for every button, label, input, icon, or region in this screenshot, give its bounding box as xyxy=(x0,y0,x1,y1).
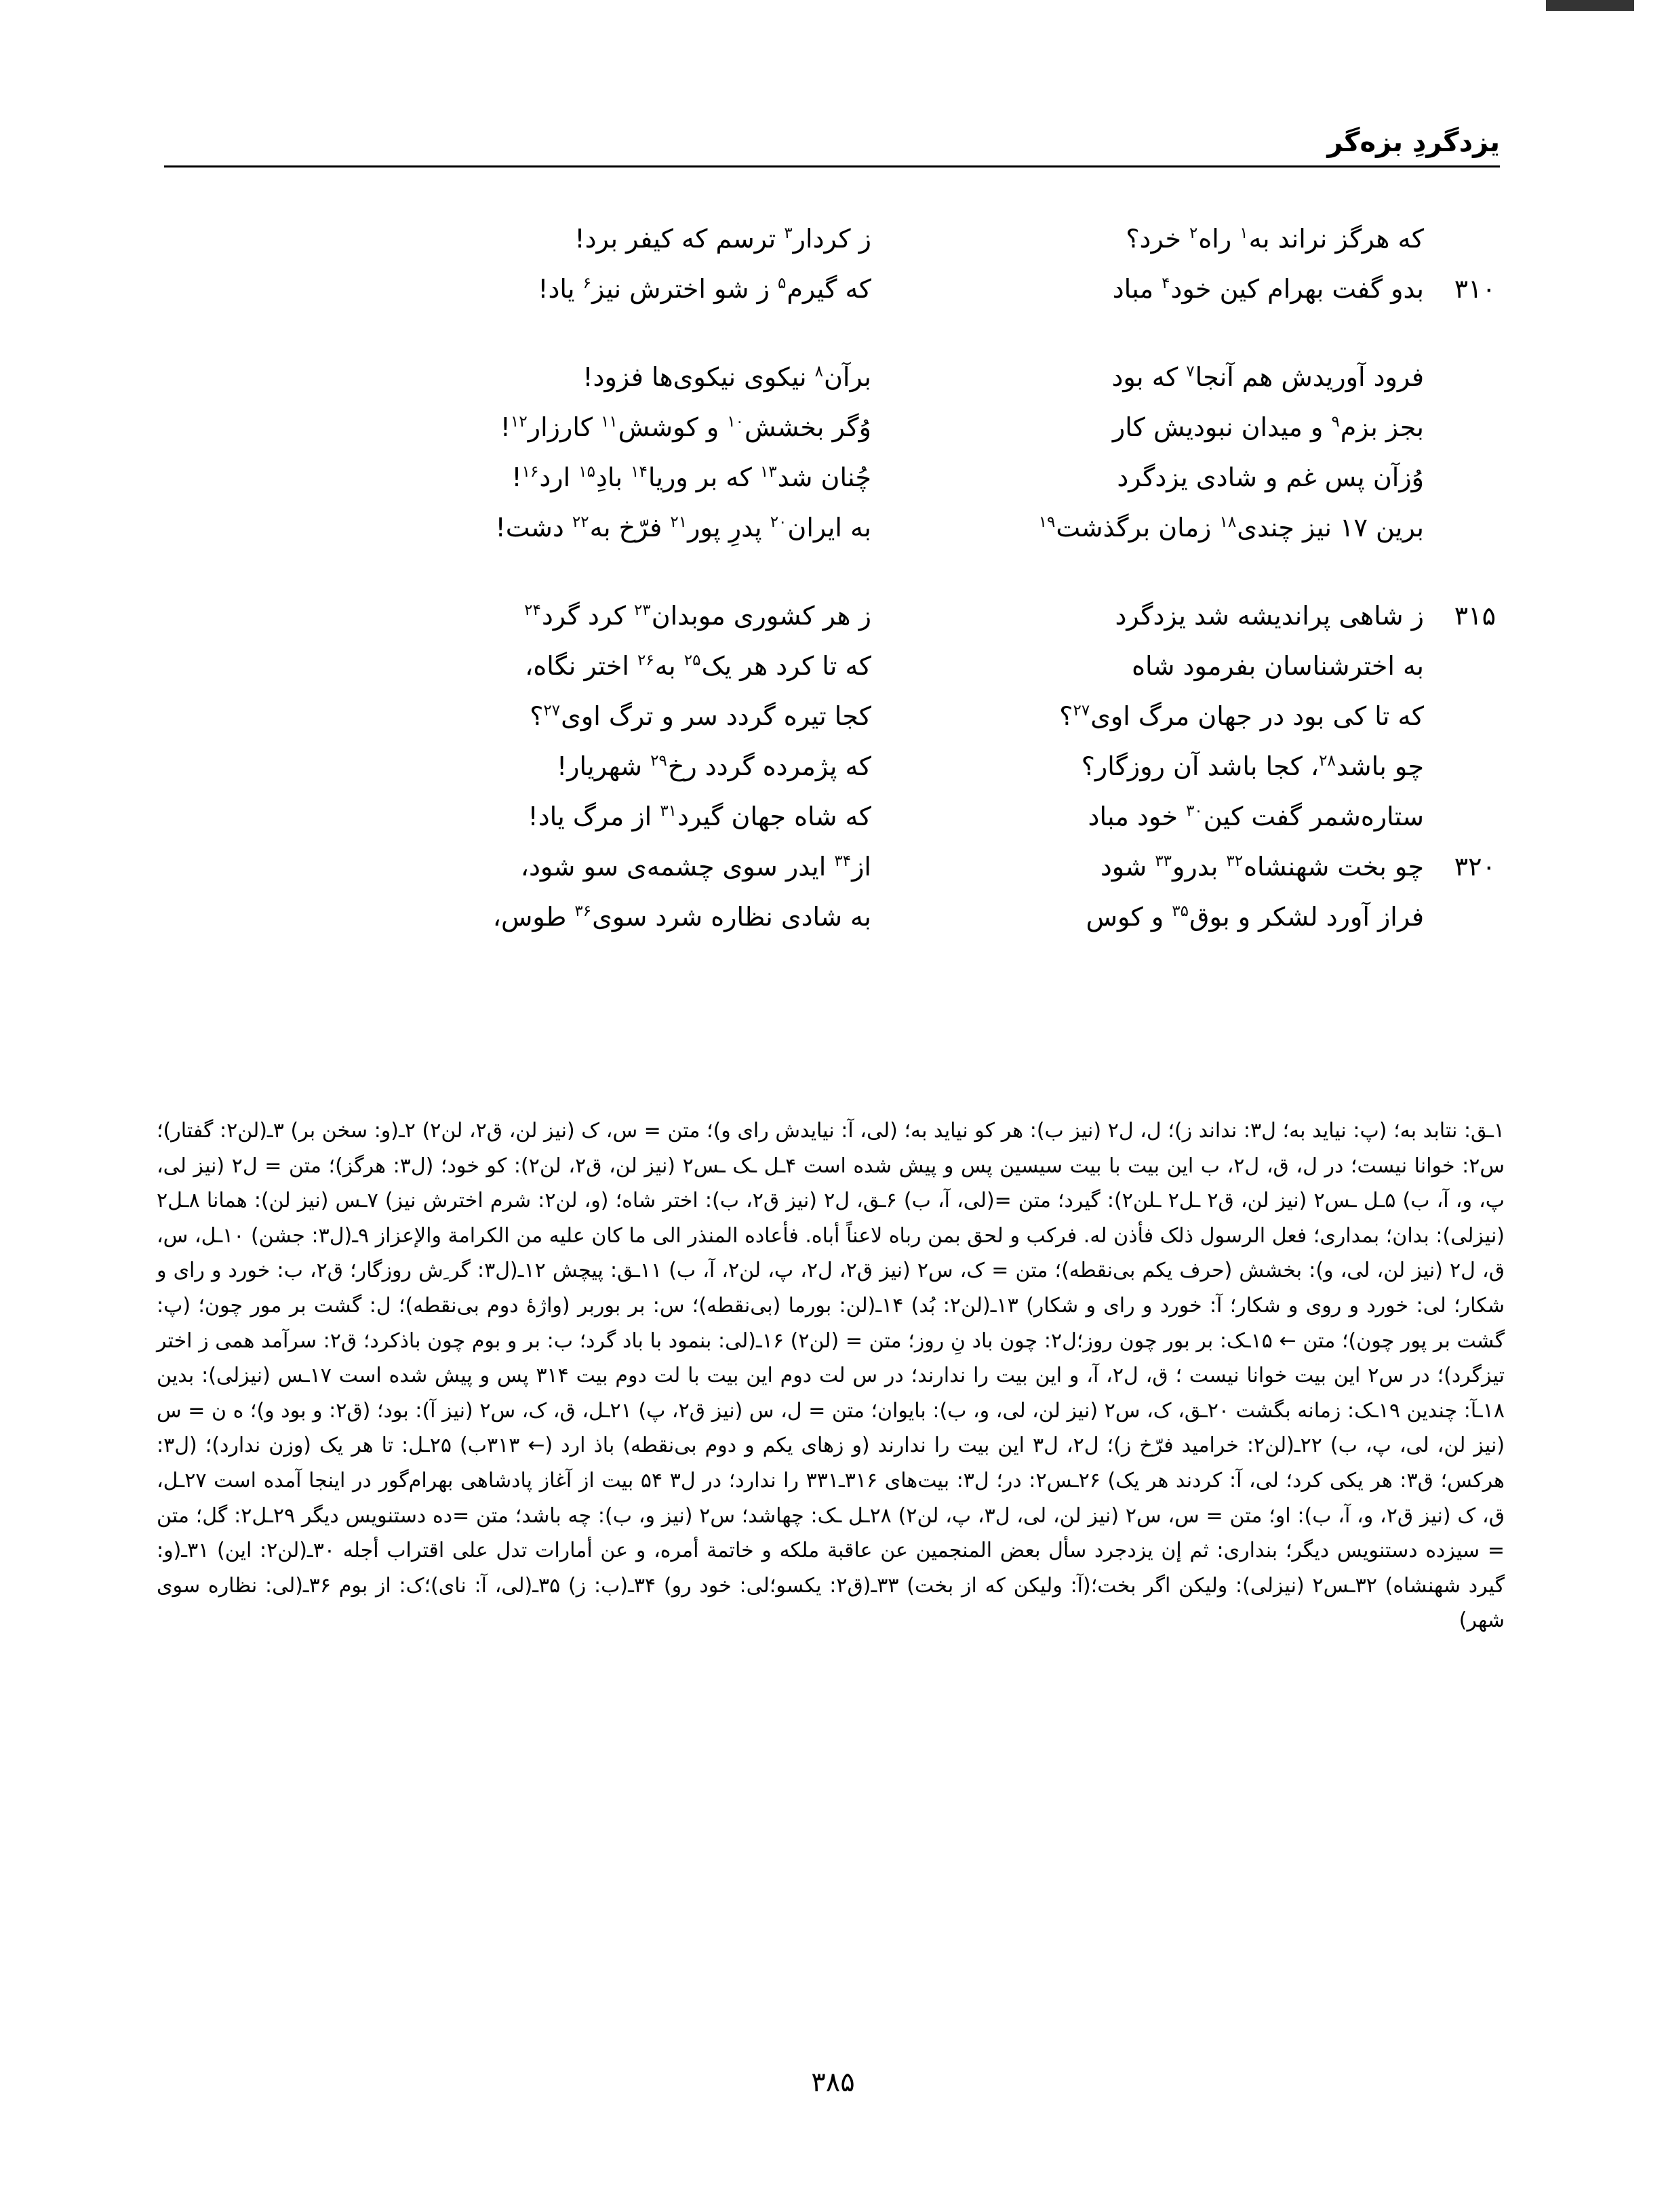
verse-couplet xyxy=(164,651,1500,701)
hemistich-first: ستاره‌شمر گفت کین$^{۳۰}$ خود مباد xyxy=(1088,802,1424,831)
verse-couplet xyxy=(164,852,1500,902)
verse-couplet xyxy=(164,412,1500,462)
folio-number: ۳۸۵ xyxy=(811,2067,855,2098)
hemistich-second: از$^{۳۴}$ ایدر سوی چشمه‌ی سو شود، xyxy=(520,852,871,882)
verse-line-number: ۳۱۵ xyxy=(1454,601,1496,631)
hemistich-first: بجز بزم$^۹$ و میدان نبودیش کار xyxy=(1112,412,1424,442)
hemistich-second: به ایران$^{۲۰}$ پدرِ پور$^{۲۱}$ فرّخ به$^{۲۲}$ دشت! xyxy=(495,513,871,542)
hemistich-second: که تا کرد هر یک$^{۲۵}$ به$^{۲۶}$ اختر نگاه، xyxy=(525,651,871,681)
verse-couplet xyxy=(164,902,1500,952)
verse-couplet xyxy=(164,701,1500,751)
apparatus-criticus xyxy=(157,1113,1505,1638)
verse-couplet xyxy=(164,751,1500,802)
hemistich-second: کجا تیره گردد سر و ترگ اوی$^{۲۷}$؟ xyxy=(530,701,871,731)
hemistich-second: که گیرم$^۵$ ز شو اخترش نیز$^۶$ یاد! xyxy=(538,274,871,304)
hemistich-first: که هرگز نراند به$^۱$ راه$^۲$ خرد؟ xyxy=(1126,224,1424,254)
verse-line-number: ۳۲۰ xyxy=(1454,852,1496,882)
running-head-rule xyxy=(164,165,1500,167)
hemistich-first: ز شاهی پراندیشه شد یزدگرد xyxy=(1115,601,1424,631)
running-head-title: یزدگردِ بزه‌گر xyxy=(1327,127,1500,158)
verse-couplet xyxy=(164,513,1500,563)
hemistich-first: که تا کی بود در جهان مرگ اوی$^{۲۷}$؟ xyxy=(1059,701,1424,731)
verse-couplet xyxy=(164,601,1500,651)
hemistich-second: چُنان شد$^{۱۳}$ که بر وریا$^{۱۴}$ بادِ$^{۱۵}$ ارد$^{۱۶}$! xyxy=(511,462,871,492)
running-head xyxy=(164,129,1500,167)
hemistich-second: برآن$^۸$ نیکوی نیکوی‌ها فزود! xyxy=(582,362,871,392)
verse-stanza xyxy=(164,601,1500,952)
hemistich-first: چو باشد$^{۲۸}$، کجا باشد آن روزگار؟ xyxy=(1081,751,1424,781)
hemistich-second: که شاه جهان گیرد$^{۳۱}$ از مرگ یاد! xyxy=(528,802,871,831)
verse-couplet xyxy=(164,462,1500,513)
hemistich-second: که پژمرده گردد رخ$^{۲۹}$ شهریار! xyxy=(556,751,871,781)
hemistich-first: فرود آوریدش هم آنجا$^۷$ که بود xyxy=(1111,362,1424,392)
verse-couplet xyxy=(164,362,1500,412)
hemistich-second: ز هر کشوری موبدان$^{۲۳}$ کرد گرد$^{۲۴}$ xyxy=(524,601,871,631)
hemistich-first: بدو گفت بهرام کین خود$^۴$ مباد xyxy=(1112,274,1424,304)
hemistich-first: وُزآن پس غم و شادی یزدگرد xyxy=(1117,462,1424,492)
hemistich-first: به اخترشناسان بفرمود شاه xyxy=(1132,651,1424,681)
hemistich-first: چو بخت شهنشاه$^{۳۲}$ بدرو$^{۳۳}$ شود xyxy=(1100,852,1424,882)
hemistich-second: وُگر بخشش$^{۱۰}$ و کوشش$^{۱۱}$ کارزار$^{۱۲}$! xyxy=(500,412,871,442)
verse-stanza xyxy=(164,224,1500,324)
verse-couplet xyxy=(164,274,1500,324)
apparatus-note-block: ۱ـق: نتابد به؛ (پ: نیاید به؛ ل۳: نداند ز)؛ ل، ل۲ (نیز ب): هر کو نیاید به؛ (لی، آ: نیایدش رای و)؛ متن = س، ک (نیز لن، ق۲، لن۲) ۲ـ(و: سخن بر) ۳ـ(لن۲: گفتار)؛ س۲: خوانا نیست؛ در ل، ق، ل۲، ب این بیت با بیت سیسین پس و پیش شده است ۴ـل ـک ـس۲ (نیز لن، ق۲، لن۲): کو خود؛ (ل۳: هرگز)؛ متن = ل۲ (نیز لی، پ، و، آ، ب) ۵ـل ـس۲ (نیز لن، ق۲ ـل۲ ـلن۲): گیرد؛ متن =(لی، آ، ب) ۶ـق، ل۲ (نیز ق۲، ب): اختر شاه؛ (و، لن۲: شرم اخترش نیز) ۷ـس (نیز لن): همانا ۸ـل۲ (نیزلی): بدان؛ بمداری؛ فعل الرسول ذلک فأذن له. فرکب و لحق بمن رباه لاعناً أباه. فأعاده المنذر الى ما كان عليه من الكرامة والإعزاز ۹ـ(ل۳: جشن) ۱۰ـل، س، ق، ل۲ (نیز لن، لی، و): بخشش (حرف یکم بی‌نقطه)؛ متن = ک، س۲ (نیز ق۲، ل۲، پ، لن۲، آ، ب) ۱۱ـق: پیچش ۱۲ـ(ل۳: گر ِش روزگار؛ ق۲، ب: خورد و رای و شکار؛ لی: خورد و روی و شکار؛ آ: خورد و رای و شکار) ۱۳ـ(لن۲: بُد) ۱۴ـ(لن: بورما (بی‌نقطه)؛ س: بر بوربر (واژهٔ دوم بی‌نقطه)؛ ل: گشت بر مور چون؛ (پ: گشت بر پور چون)؛ متن ← ۱۵ـک: بر بور چون روز؛ل۲: چون باد نِ روز؛ متن = (لن۲) ۱۶ـ(لی: بنمود با باد گرد؛ ب: بر و بوم چون باذکرد؛ ق۲: سرآمد همی ز اختر تیزگرد)؛ در س۲ این بیت خوانا نیست ؛ ق، ل۲، آ، و این بیت را ندارند؛ در س لت دوم این بیت با لت دوم بیت ۳۱۴ پس و پیش شده است ۱۷ـس (نیزلی): بدین ۱۸ـآ: چندین ۱۹ـک: زمانه بگشت ۲۰ـق، ک، س۲ (نیز لن، لی، و، ب): بایوان؛ متن = ل، س (نیز ق۲، پ) ۲۱ـل، ق، ک، س۲ (نیز آ): بود؛ (ق۲: و بود و)؛ ه ن = س (نیز لن، لی، پ، ب) ۲۲ـ(لن۲: خرامید فرّخ ز)؛ ل۲، ل۳ این بیت را ندارند (و زهای یکم و دوم بی‌نقطه) باذ ارد (← ۳۱۳ب) ۲۵ـل: تا هر یک (وزن ندارد)؛ (ل۳: هرکس؛ ق۳: هر یکی کرد؛ لی، آ: کردند هر یک) ۲۶ـس۲: در؛ ل۳: بیت‌های ۳۱۶ـ۳۳۱ را ندارد؛ در ل۳ ۵۴ بیت از آغاز پادشاهی بهرام‌گور در اینجا آمده است ۲۷ـل، ق، ک (نیز ق۲، و، آ، ب): او؛ متن = س، س۲ (نیز لن، لی، ل۳، پ، لن۲) ۲۸ـل ـک: چهاشد؛ س۲ (نیز و، ب): چه باشد؛ متن =ده دستنویس دیگر ۲۹ـل۲: گل؛ متن = سیزده دستنویس دیگر؛ بنداری: ثم إن یزدجرد سأل بعض المنجمین عن عاقبة ملکه و خاتمة أمره، و عن أمارات تدل علی اقتراب أجله ۳۰ـ(لن۲: این) ۳۱ـ(و: گیرد شهنشاه) ۳۲ـس۲ (نیزلی): ولیکن اگر بخت؛(آ: ولیکن که از بخت) ۳۳ـ(ق۲: یکسو؛لی: خود رو) ۳۴ـ(ب: ز) ۳۵ـ(لی، آ: نای)؛ک: از بوم ۳۶ـ(لی: نظاره سوی شهر) xyxy=(157,1119,1505,1633)
hemistich-first: برین ۱۷ نیز چندی$^{۱۸}$ زمان برگذشت$^{۱۹}$ xyxy=(1038,513,1424,542)
hemistich-first: فراز آورد لشکر و بوق$^{۳۵}$ و کوس xyxy=(1086,902,1424,932)
verse-body xyxy=(164,224,1500,952)
verse-couplet xyxy=(164,802,1500,852)
hemistich-second: ز کردار$^۳$ ترسم که کیفر برد! xyxy=(574,224,871,254)
hemistich-second: به شادی نظاره شرد سوی$^{۳۶}$ طوس، xyxy=(492,902,871,932)
verse-stanza xyxy=(164,362,1500,563)
verse-line-number: ۳۱۰ xyxy=(1454,274,1496,304)
verse-couplet xyxy=(164,224,1500,274)
